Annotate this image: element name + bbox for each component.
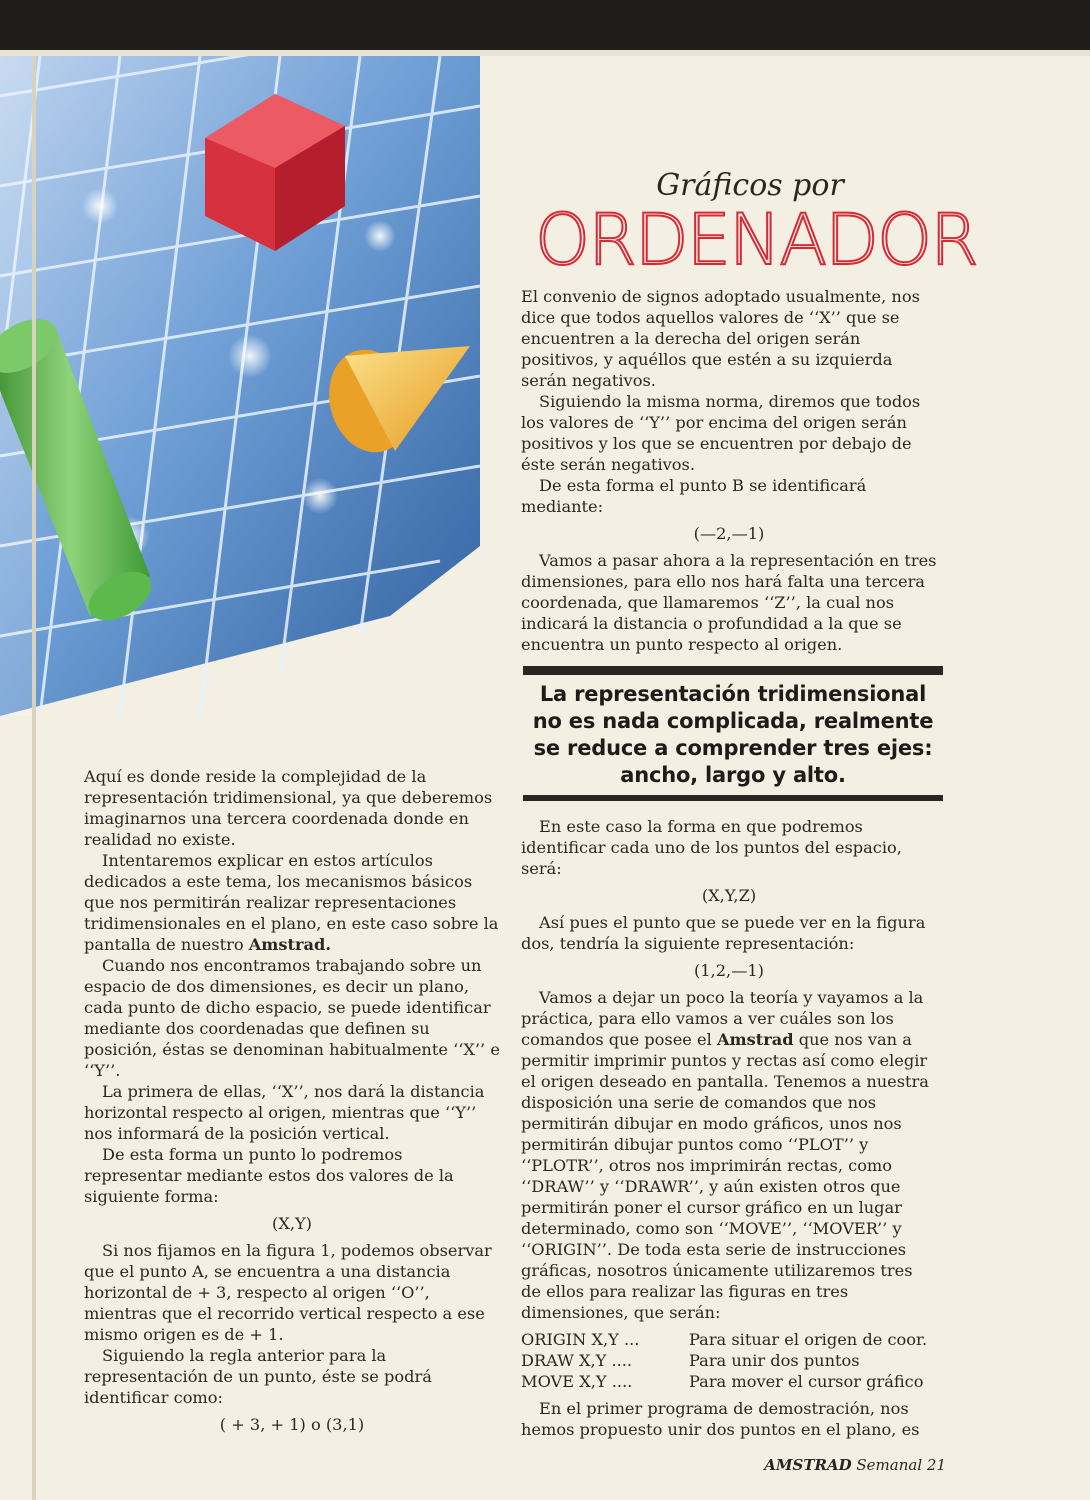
command-table <box>521 1329 937 1392</box>
command-desc: Para situar el origen de coor. <box>689 1330 928 1349</box>
paragraph: De esta forma un punto lo podremos representar mediante estos dos valores de la siguiente forma: <box>84 1145 454 1206</box>
text: Intentaremos explicar en estos artículos dedicados a este tema, los mecanismos básicos que nos permitirán realizar representaciones tridimensionales en el plano, en este caso sobre la pantalla de nuestro <box>84 851 499 954</box>
command-row <box>521 1371 937 1392</box>
page-title: ORDENADOR <box>535 199 977 281</box>
paragraph: Vamos a pasar ahora a la representación en tres dimensiones, para ello nos hará falta una tercera coordenada, que llamaremos ‘‘Z’’, la cual nos indicará la distancia o profundidad a la que se encuentra un punto respecto al origen. <box>521 551 937 654</box>
footer-label: Semanal <box>856 1456 923 1474</box>
page-footer <box>764 1456 946 1474</box>
brand-name: Amstrad. <box>248 935 331 954</box>
formula: (X,Y,Z) <box>701 886 757 905</box>
paragraph <box>84 850 500 955</box>
paragraph: El convenio de signos adoptado usualmente, nos dice que todos aquellos valores de ‘‘X’’ que se encuentren a la derecha del origen serán positivos, y aquéllos que estén a su izquierda serán negativos. <box>521 287 920 390</box>
left-column-body <box>84 766 500 1441</box>
right-column-intro <box>521 286 937 655</box>
gutter-shadow <box>32 56 36 1500</box>
right-column-body <box>521 816 937 1440</box>
paragraph: La primera de ellas, ‘‘X’’, nos dará la distancia horizontal respecto al origen, mientras que ‘‘Y’’ nos informará de la posición vertical. <box>84 1082 485 1143</box>
rule-top <box>523 666 943 675</box>
title-pre: Gráficos por <box>656 168 844 203</box>
illustration-3d-shapes <box>0 56 490 716</box>
command-row <box>521 1350 937 1371</box>
scan-top-border <box>0 0 1090 50</box>
rule-bottom <box>523 795 943 801</box>
paragraph <box>521 987 937 1323</box>
paragraph: En el primer programa de demostración, nos hemos propuesto unir dos puntos en el plano, es <box>521 1399 920 1439</box>
formula: (X,Y) <box>272 1214 312 1233</box>
paragraph: Siguiendo la misma norma, diremos que todos los valores de ‘‘Y’’ por encima del origen serán positivos y los que se encuentren por debajo de éste serán negativos. <box>521 392 921 474</box>
pull-quote <box>523 666 943 801</box>
command-desc: Para unir dos puntos <box>689 1351 860 1370</box>
paragraph: De esta forma el punto B se identificará mediante: <box>521 476 867 516</box>
footer-brand: AMSTRAD <box>764 1456 852 1474</box>
formula: ( + 3, + 1) o (3,1) <box>219 1415 365 1434</box>
paragraph: Aquí es donde reside la complejidad de la representación tridimensional, ya que deberemos imaginarnos una tercera coordenada donde en realidad no existe. <box>84 767 493 849</box>
page-number: 21 <box>926 1456 946 1474</box>
brand-name: Amstrad <box>716 1030 794 1049</box>
text: Vamos a dejar un poco la teoría y vayamos a la práctica, para ello vamos a ver cuáles son los comandos que posee el <box>521 988 924 1049</box>
paragraph: Cuando nos encontramos trabajando sobre un espacio de dos dimensiones, es decir un plano, cada punto de dicho espacio, se puede identificar mediante dos coordenadas que definen su posición, éstas se denominan habitualmente ‘‘X’’ e ‘‘Y’’. <box>84 956 500 1080</box>
formula: (—2,—1) <box>693 524 765 543</box>
command-desc: Para mover el cursor gráfico <box>689 1372 924 1391</box>
pull-quote-text: La representación tridimensional no es nada complicada, realmente se reduce a comprender tres ejes: ancho, largo y alto. <box>532 682 934 787</box>
formula: (1,2,—1) <box>693 961 764 980</box>
paragraph: Así pues el punto que se puede ver en la figura dos, tendría la siguiente representación: <box>521 913 926 953</box>
command: ORIGIN X,Y ... <box>521 1330 640 1349</box>
grid-illustration <box>0 56 490 716</box>
command: DRAW X,Y .... <box>521 1351 633 1370</box>
command-row <box>521 1329 937 1350</box>
text: que nos van a permitir imprimir puntos y rectas así como elegir el origen deseado en pantalla. Tenemos a nuestra disposición una serie de comandos que nos permitirán dibujar en modo gráficos, unos nos permitirán dibujar puntos como ‘‘PLOT’’ y ‘‘PLOTR’’, otros nos imprimirán rectas, como ‘‘DRAW’’ y ‘‘DRAWR’’, y aún existen otros que permitirán poner el cursor gráfico en un lugar determinado, como son ‘‘MOVE’’, ‘‘MOVER’’ y ‘‘ORIGIN’’. De toda esta serie de instrucciones gráficas, nosotros únicamente utilizaremos tres de ellos para realizar las figuras en tres dimensiones, que serán: <box>521 1030 929 1322</box>
paragraph: Si nos fijamos en la figura 1, podemos observar que el punto A, se encuentra a una distancia horizontal de + 3, respecto al origen ‘‘O’’, mientras que el recorrido vertical respecto a ese mismo origen es de + 1. <box>84 1241 492 1344</box>
command: MOVE X,Y .... <box>521 1372 633 1391</box>
paragraph: En este caso la forma en que podremos identificar cada uno de los puntos del espacio, será: <box>521 817 902 878</box>
paragraph: Siguiendo la regla anterior para la representación de un punto, éste se podrá identificar como: <box>84 1346 432 1407</box>
